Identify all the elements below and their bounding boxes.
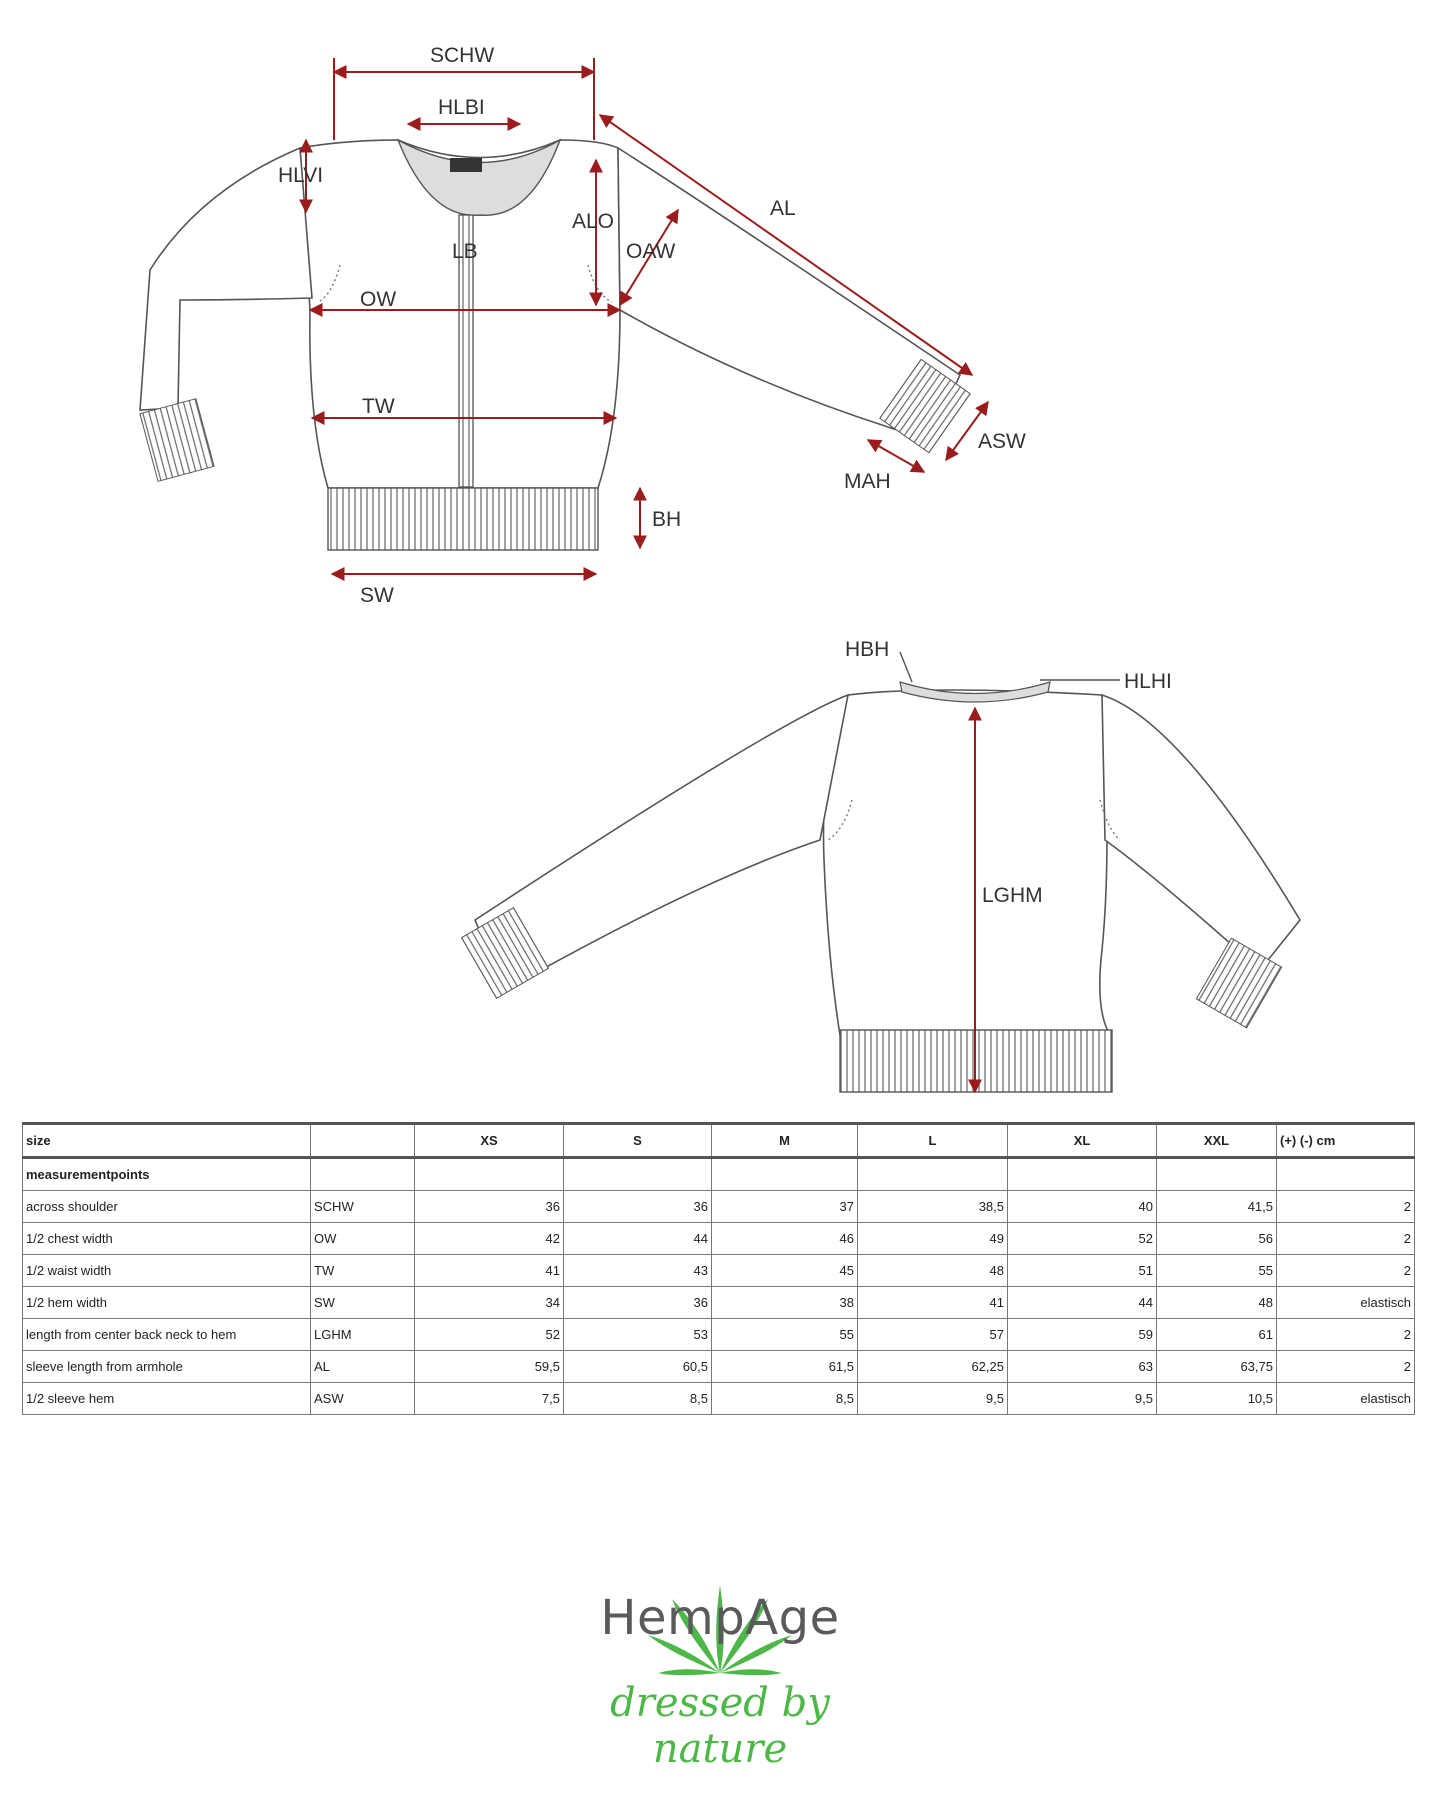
column-header: (+) (-) cm xyxy=(1277,1124,1415,1158)
tolerance-value: 2 xyxy=(1277,1255,1415,1287)
label-hbh: HBH xyxy=(845,638,890,661)
label-hlhi: HLHI xyxy=(1124,670,1172,693)
size-value: 9,5 xyxy=(858,1383,1008,1415)
size-value: 37 xyxy=(712,1191,858,1223)
table-row xyxy=(23,1191,1415,1223)
size-value: 48 xyxy=(1157,1287,1277,1319)
size-value: 63,75 xyxy=(1157,1351,1277,1383)
size-value: 56 xyxy=(1157,1223,1277,1255)
size-value: 60,5 xyxy=(564,1351,712,1383)
size-value: 46 xyxy=(712,1223,858,1255)
size-value: 7,5 xyxy=(415,1383,564,1415)
size-value: 57 xyxy=(858,1319,1008,1351)
back-garment-outline xyxy=(462,682,1300,1092)
table-row xyxy=(23,1223,1415,1255)
size-value: 44 xyxy=(1008,1287,1157,1319)
tolerance-value: 2 xyxy=(1277,1319,1415,1351)
measurement-code: ASW xyxy=(311,1383,415,1415)
size-chart-table xyxy=(22,1122,1415,1415)
measurement-label: 1/2 hem width xyxy=(23,1287,311,1319)
size-value: 9,5 xyxy=(1008,1383,1157,1415)
column-header: M xyxy=(712,1124,858,1158)
label-hlbi: HLBI xyxy=(438,96,485,119)
table-row xyxy=(23,1255,1415,1287)
tolerance-value: 2 xyxy=(1277,1191,1415,1223)
table-row xyxy=(23,1351,1415,1383)
size-value: 40 xyxy=(1008,1191,1157,1223)
size-value: 49 xyxy=(858,1223,1008,1255)
column-header: S xyxy=(564,1124,712,1158)
measurement-label: 1/2 sleeve hem xyxy=(23,1383,311,1415)
label-mah: MAH xyxy=(844,470,891,493)
measurement-code: AL xyxy=(311,1351,415,1383)
measurement-label: 1/2 waist width xyxy=(23,1255,311,1287)
size-value: 10,5 xyxy=(1157,1383,1277,1415)
column-header: XS xyxy=(415,1124,564,1158)
size-value: 38 xyxy=(712,1287,858,1319)
label-oaw: OAW xyxy=(626,240,676,263)
brand-tagline: dressed by nature xyxy=(610,1680,830,1772)
tolerance-value: elastisch xyxy=(1277,1383,1415,1415)
measurement-code: SW xyxy=(311,1287,415,1319)
size-value: 41 xyxy=(415,1255,564,1287)
table-row xyxy=(23,1287,1415,1319)
measurement-code: OW xyxy=(311,1223,415,1255)
column-header: XL xyxy=(1008,1124,1157,1158)
label-al: AL xyxy=(770,197,796,220)
size-value: 52 xyxy=(415,1319,564,1351)
size-value: 38,5 xyxy=(858,1191,1008,1223)
size-value: 42 xyxy=(415,1223,564,1255)
label-hlvi: HLVI xyxy=(278,164,324,187)
label-bh: BH xyxy=(652,508,682,531)
measurement-code: SCHW xyxy=(311,1191,415,1223)
size-value: 55 xyxy=(1157,1255,1277,1287)
table-header-row xyxy=(23,1124,1415,1158)
measurement-label: sleeve length from armhole xyxy=(23,1351,311,1383)
size-value: 41,5 xyxy=(1157,1191,1277,1223)
size-value: 48 xyxy=(858,1255,1008,1287)
label-lb: LB xyxy=(452,240,478,263)
size-value: 51 xyxy=(1008,1255,1157,1287)
size-value: 61,5 xyxy=(712,1351,858,1383)
size-value: 59,5 xyxy=(415,1351,564,1383)
size-value: 8,5 xyxy=(712,1383,858,1415)
size-value: 63 xyxy=(1008,1351,1157,1383)
label-ow: OW xyxy=(360,288,397,311)
size-value: 8,5 xyxy=(564,1383,712,1415)
measurement-label: length from center back neck to hem xyxy=(23,1319,311,1351)
size-value: 61 xyxy=(1157,1319,1277,1351)
size-value: 62,25 xyxy=(858,1351,1008,1383)
label-schw: SCHW xyxy=(430,44,495,67)
size-value: 44 xyxy=(564,1223,712,1255)
size-value: 52 xyxy=(1008,1223,1157,1255)
label-tw: TW xyxy=(362,395,395,418)
size-value: 59 xyxy=(1008,1319,1157,1351)
measurement-code: LGHM xyxy=(311,1319,415,1351)
label-alo: ALO xyxy=(572,210,615,233)
measurement-code: TW xyxy=(311,1255,415,1287)
table-row xyxy=(23,1383,1415,1415)
tolerance-value: elastisch xyxy=(1277,1287,1415,1319)
section-label: measurementpoints xyxy=(23,1158,311,1191)
label-sw: SW xyxy=(360,584,394,607)
column-header: size xyxy=(23,1124,311,1158)
section-row xyxy=(23,1158,1415,1191)
column-header xyxy=(311,1124,415,1158)
measurement-label: across shoulder xyxy=(23,1191,311,1223)
size-value: 55 xyxy=(712,1319,858,1351)
size-value: 36 xyxy=(564,1191,712,1223)
size-value: 41 xyxy=(858,1287,1008,1319)
size-value: 45 xyxy=(712,1255,858,1287)
column-header: XXL xyxy=(1157,1124,1277,1158)
brand-name: HempAge xyxy=(600,1590,840,1646)
table-row xyxy=(23,1319,1415,1351)
label-lghm: LGHM xyxy=(982,884,1043,907)
size-value: 36 xyxy=(415,1191,564,1223)
size-value: 34 xyxy=(415,1287,564,1319)
label-asw: ASW xyxy=(978,430,1026,453)
column-header: L xyxy=(858,1124,1008,1158)
size-value: 53 xyxy=(564,1319,712,1351)
size-value: 36 xyxy=(564,1287,712,1319)
measurement-label: 1/2 chest width xyxy=(23,1223,311,1255)
tolerance-value: 2 xyxy=(1277,1351,1415,1383)
size-value: 43 xyxy=(564,1255,712,1287)
tolerance-value: 2 xyxy=(1277,1223,1415,1255)
